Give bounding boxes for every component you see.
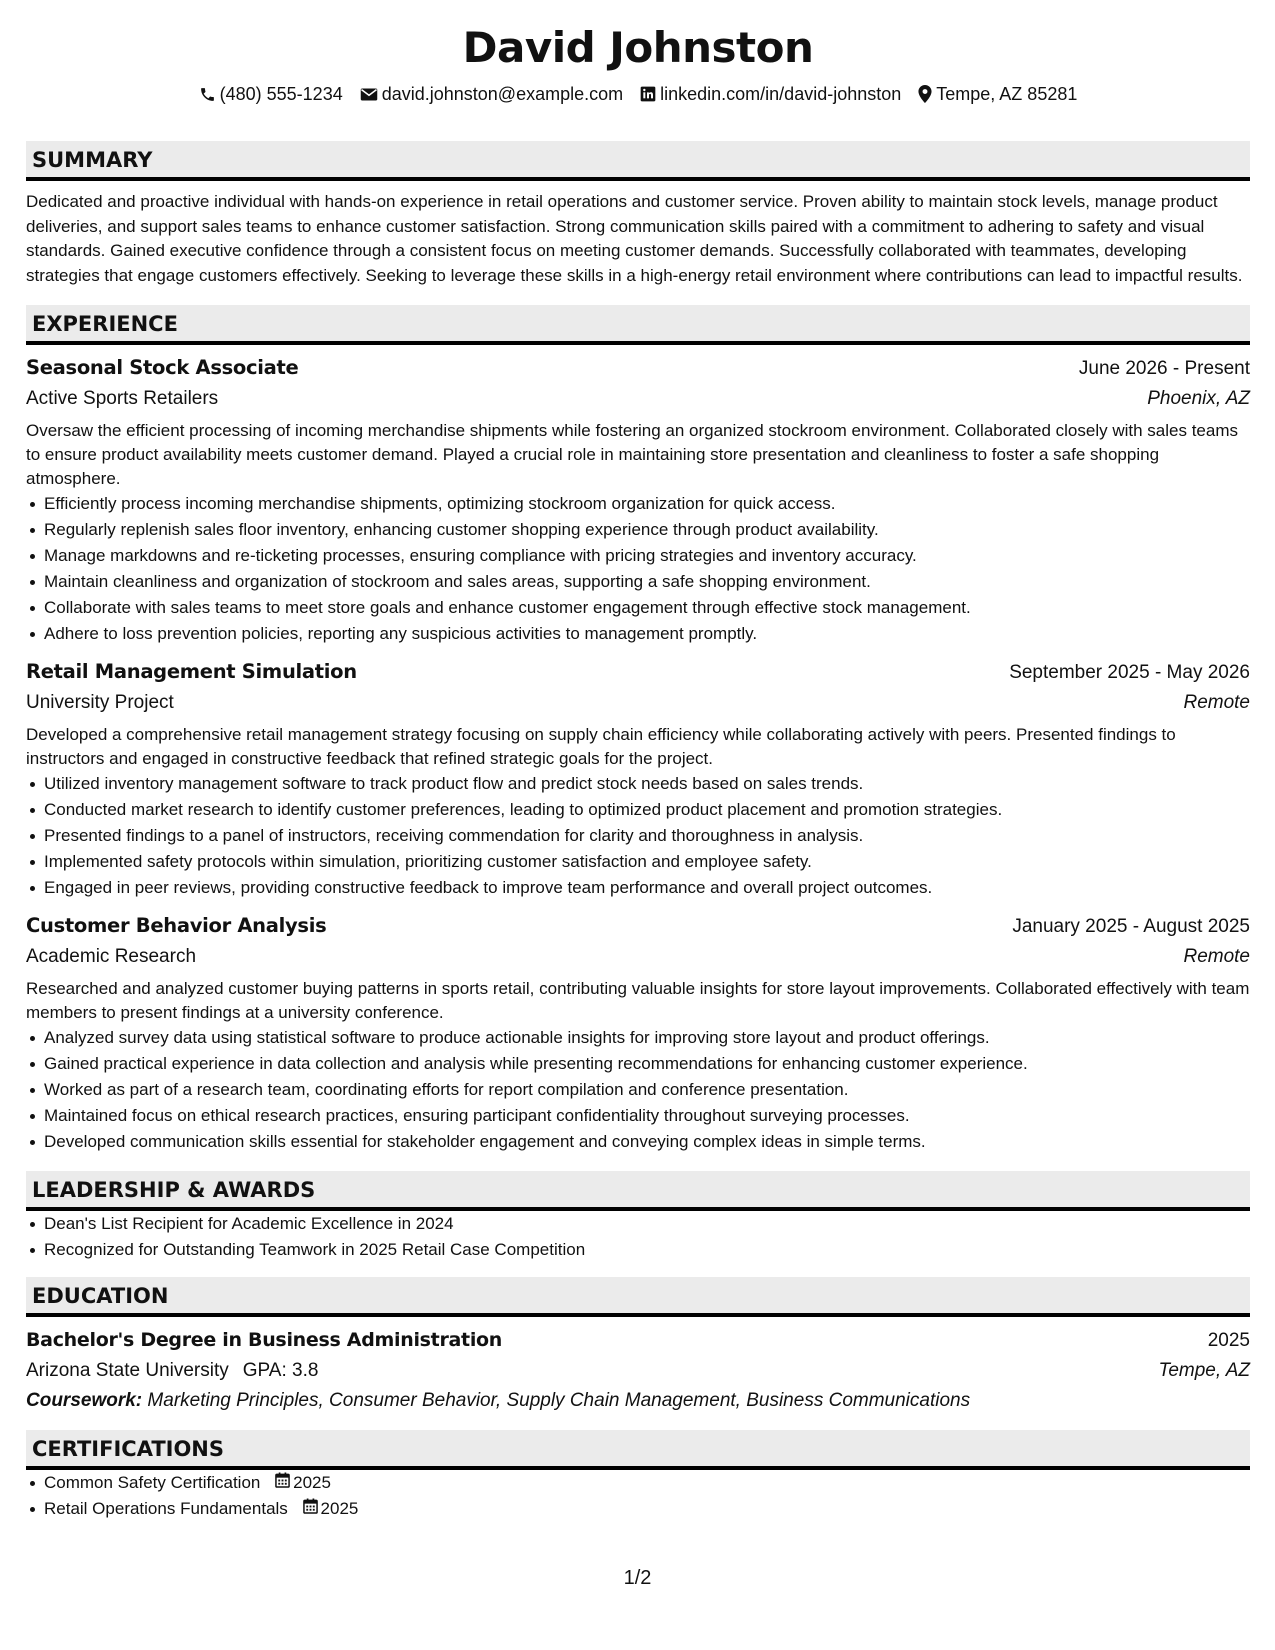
list-item: Maintain cleanliness and organization of stockroom and sales areas, supporting a safe shopping environment. bbox=[44, 569, 1250, 595]
contact-location bbox=[918, 82, 1077, 106]
location-text: Tempe, AZ 85281 bbox=[936, 84, 1078, 104]
coursework-list: Marketing Principles, Consumer Behavior, Supply Chain Management, Business Communications bbox=[147, 1390, 971, 1411]
summary-text: Dedicated and proactive individual with hands-on experience in retail operations and customer service. Proven ability to maintain stock levels, manage product deliveries, and support sales teams to enhance customer satisfaction. Strong communication skills paired with a commitment to adhering to safety and visual standards. Gained executive confidence through a consistent focus on meeting customer demands. Successfully collaborated with teammates, developing strategies that engage customers effectively. Seeking to leverage these skills in a high-energy retail environment where contributions can lead to impactful results. bbox=[26, 192, 1243, 285]
cert-name: Common Safety Certification bbox=[44, 1473, 261, 1492]
experience-entry bbox=[26, 911, 1250, 1155]
contact-linkedin[interactable] bbox=[640, 82, 901, 106]
candidate-name: David Johnston bbox=[462, 23, 814, 72]
job-location: Remote bbox=[1183, 692, 1250, 713]
job-dates: September 2025 - May 2026 bbox=[1009, 662, 1250, 683]
list-item: Worked as part of a research team, coordinating efforts for report compilation and conference presentation. bbox=[44, 1077, 1250, 1103]
certifications-list bbox=[26, 1470, 1250, 1522]
cert-name: Retail Operations Fundamentals bbox=[44, 1499, 288, 1518]
list-item: Presented findings to a panel of instructors, receiving commendation for clarity and thoroughness in analysis. bbox=[44, 823, 1250, 849]
job-location: Phoenix, AZ bbox=[1147, 388, 1250, 409]
linkedin-text: linkedin.com/in/david-johnston bbox=[660, 84, 902, 104]
job-description: Researched and analyzed customer buying patterns in sports retail, contributing valuable insights for store layout improvements. Collaborated effectively with team members to present findings at a university conference. bbox=[26, 979, 1250, 1022]
list-item: Utilized inventory management software to track product flow and predict stock needs based on sales trends. bbox=[44, 771, 1250, 797]
cert-year: 2025 bbox=[320, 1499, 359, 1518]
resume-page bbox=[26, 20, 1250, 1522]
job-location: Remote bbox=[1183, 946, 1250, 967]
section-header-experience: EXPERIENCE bbox=[26, 305, 1250, 345]
list-item: Adhere to loss prevention policies, reporting any suspicious activities to management promptly. bbox=[44, 621, 1250, 647]
degree-title: Bachelor's Degree in Business Administration bbox=[26, 1329, 503, 1351]
job-dates: January 2025 - August 2025 bbox=[1012, 916, 1250, 937]
list-item: Efficiently process incoming merchandise shipments, optimizing stockroom organization for quick access. bbox=[44, 491, 1250, 517]
awards-list bbox=[26, 1211, 1250, 1263]
list-item: Analyzed survey data using statistical software to produce actionable insights for improving store layout and product offerings. bbox=[44, 1025, 1250, 1051]
job-organization: University Project bbox=[26, 692, 174, 713]
contact-email[interactable] bbox=[360, 82, 623, 106]
list-item bbox=[44, 1470, 1250, 1496]
email-text: david.johnston@example.com bbox=[381, 84, 624, 104]
job-title: Seasonal Stock Associate bbox=[26, 356, 299, 379]
job-bullets bbox=[26, 491, 1250, 647]
linkedin-icon bbox=[640, 86, 656, 102]
list-item: Implemented safety protocols within simulation, prioritizing customer satisfaction and employee safety. bbox=[44, 849, 1250, 875]
job-title: Retail Management Simulation bbox=[26, 660, 357, 683]
coursework-label: Coursework: bbox=[26, 1390, 143, 1411]
job-bullets bbox=[26, 1025, 1250, 1155]
job-bullets bbox=[26, 771, 1250, 901]
job-description: Oversaw the efficient processing of incoming merchandise shipments while fostering an organized stockroom environment. Collaborated closely with sales teams to ensure product availability meets customer demand. Played a crucial role in maintaining store presentation and cleanliness to foster a safe shopping atmosphere. bbox=[26, 421, 1238, 488]
calendar-icon bbox=[275, 1470, 290, 1496]
job-description: Developed a comprehensive retail management strategy focusing on supply chain efficiency while collaborating actively with peers. Presented findings to instructors and engaged in constructive feedback that refined strategic goals for the project. bbox=[26, 725, 1176, 768]
phone-icon bbox=[199, 86, 216, 103]
section-header-summary: SUMMARY bbox=[26, 141, 1250, 181]
section-header-education: EDUCATION bbox=[26, 1277, 1250, 1317]
list-item: Regularly replenish sales floor inventory, enhancing customer shopping experience through product availability. bbox=[44, 517, 1250, 543]
education-entry bbox=[26, 1325, 1250, 1416]
list-item: Maintained focus on ethical research practices, ensuring participant confidentiality throughout surveying processes. bbox=[44, 1103, 1250, 1129]
experience-entry bbox=[26, 657, 1250, 901]
job-organization: Active Sports Retailers bbox=[26, 388, 219, 409]
list-item: Recognized for Outstanding Teamwork in 2025 Retail Case Competition bbox=[44, 1237, 1250, 1263]
list-item: Manage markdowns and re-ticketing processes, ensuring compliance with pricing strategies and inventory accuracy. bbox=[44, 543, 1250, 569]
contact-bar bbox=[26, 82, 1250, 106]
list-item bbox=[44, 1496, 1250, 1522]
list-item: Conducted market research to identify customer preferences, leading to optimized product placement and promotion strategies. bbox=[44, 797, 1250, 823]
degree-year: 2025 bbox=[1207, 1330, 1250, 1351]
calendar-icon bbox=[303, 1496, 318, 1522]
map-pin-icon bbox=[918, 85, 932, 103]
coursework bbox=[26, 1386, 1250, 1416]
school-location: Tempe, AZ bbox=[1158, 1360, 1250, 1381]
list-item: Collaborate with sales teams to meet store goals and enhance customer engagement through effective stock management. bbox=[44, 595, 1250, 621]
cert-year: 2025 bbox=[293, 1473, 331, 1492]
school-name: Arizona State University bbox=[26, 1360, 229, 1381]
contact-phone bbox=[199, 82, 343, 106]
gpa: GPA: 3.8 bbox=[242, 1360, 319, 1381]
section-header-awards: LEADERSHIP & AWARDS bbox=[26, 1171, 1250, 1211]
list-item: Gained practical experience in data collection and analysis while presenting recommendations for enhancing customer experience. bbox=[44, 1051, 1250, 1077]
page-number: 1/2 bbox=[623, 1567, 652, 1589]
list-item: Dean's List Recipient for Academic Excellence in 2024 bbox=[44, 1211, 1250, 1237]
experience-entry bbox=[26, 353, 1250, 647]
job-title: Customer Behavior Analysis bbox=[26, 914, 327, 937]
list-item: Engaged in peer reviews, providing constructive feedback to improve team performance and overall project outcomes. bbox=[44, 875, 1250, 901]
phone-text: (480) 555-1234 bbox=[219, 84, 343, 104]
job-organization: Academic Research bbox=[26, 946, 197, 967]
section-header-certifications: CERTIFICATIONS bbox=[26, 1430, 1250, 1470]
job-dates: June 2026 - Present bbox=[1078, 358, 1250, 379]
envelope-icon bbox=[360, 87, 378, 102]
list-item: Developed communication skills essential for stakeholder engagement and conveying complex ideas in simple terms. bbox=[44, 1129, 1250, 1155]
